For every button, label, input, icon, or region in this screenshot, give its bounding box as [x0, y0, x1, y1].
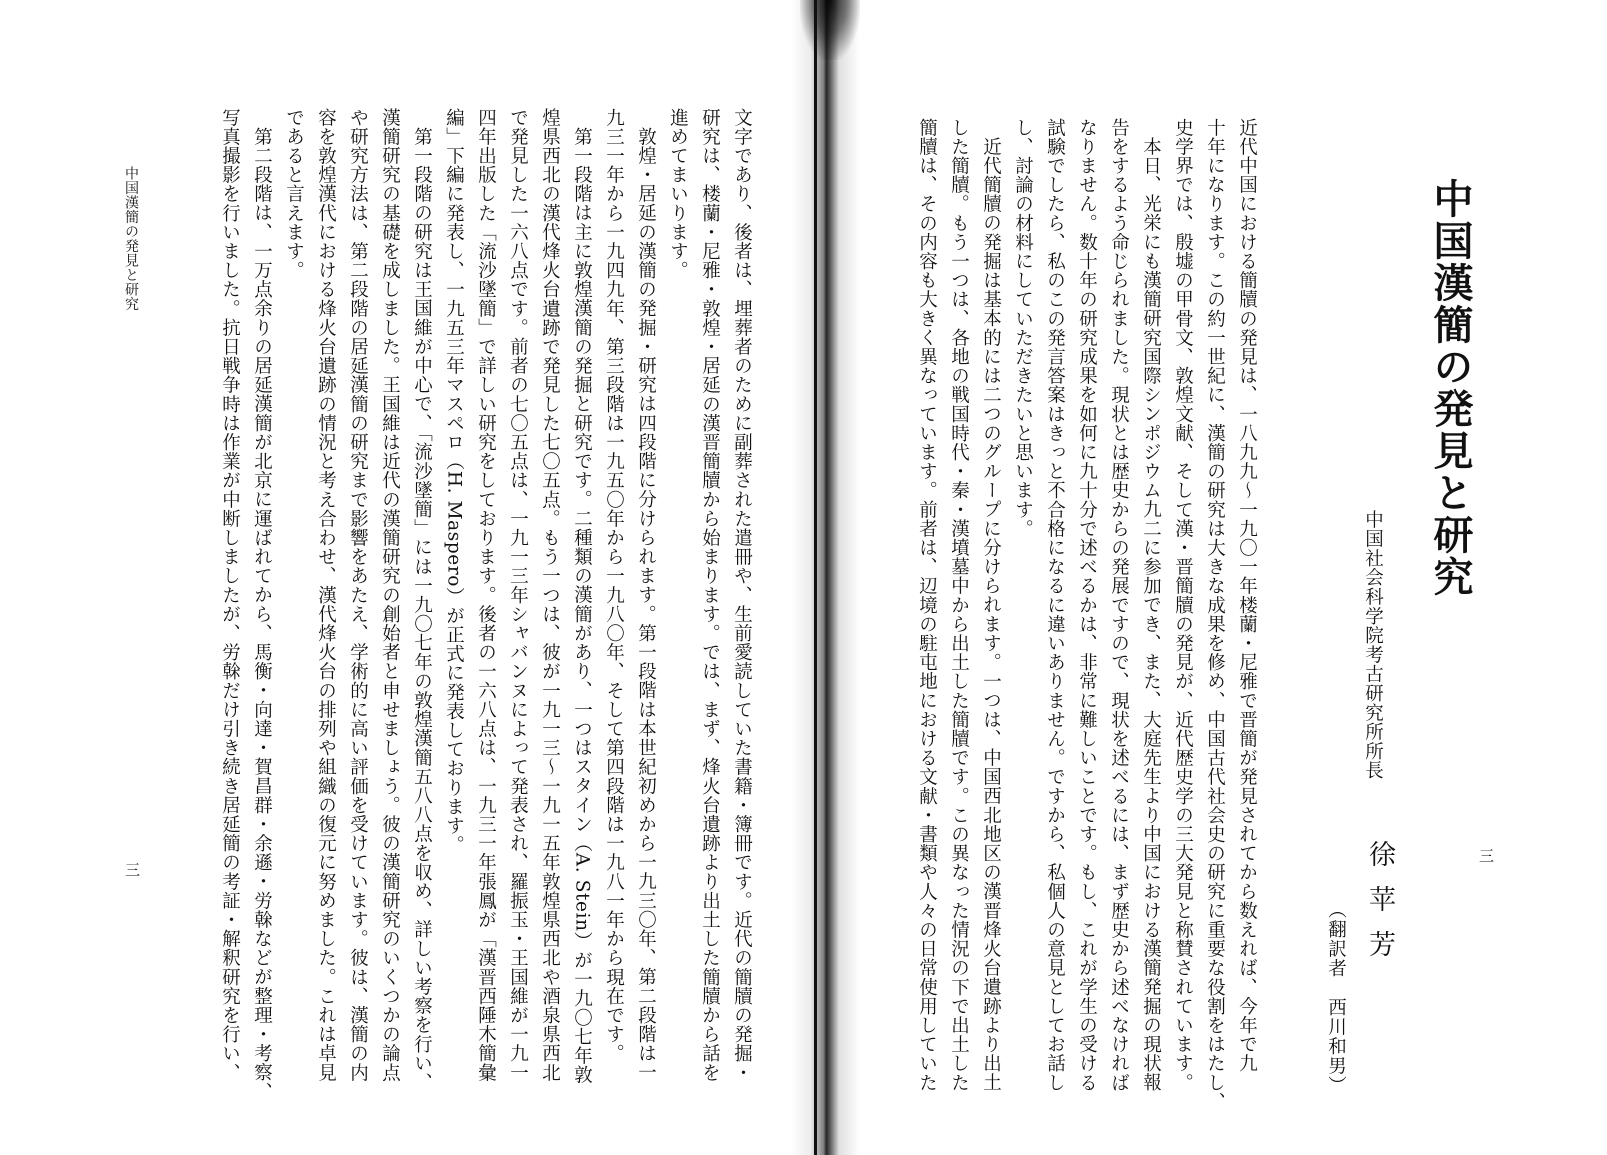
text-column: 漢簡研究の基礎を成しました。王国維は近代の漢簡研究の創始者と申せましょう。彼の漢簡研究のいくつかの論点	[379, 108, 401, 1083]
text-column: 写真撮影を行いました。抗日戦争時は作業が中断しましたが、労榦だけ引き続き居延簡の考証・解釈研究を行い、	[219, 108, 241, 1083]
author-affiliation: 中国社会科学院考古研究所所長	[1362, 510, 1384, 781]
page-number-right: 三	[1477, 848, 1495, 863]
text-column: 進めてまいります。	[667, 108, 689, 280]
text-column: 研究は、楼蘭・尼雅・敦煌・居延の漢晋簡牘から始まります。では、まず、烽火台遺跡より出土した簡牘から話を	[699, 108, 721, 1083]
text-column: 第一段階の研究は王国維が中心で、「流沙墜簡」には一九〇七年の敦煌漢簡五八八点を収め、詳しい考察を行い、	[411, 127, 433, 1092]
text-column: 近代簡牘の発掘は基本的には二つのグループに分けられます。一つは、中国西北地区の漢晋烽火台遺跡より出土	[980, 137, 1002, 1092]
text-column: 簡牘は、その内容も大きく異なっています。前者は、辺境の駐屯地における文献・書類や人々の日常使用していた	[916, 118, 938, 1093]
text-column: なりません。数十年の研究成果を如何に九十分で述べるかは、非常に難しいことです。もし、これが学生の受ける	[1076, 118, 1098, 1093]
text-column: であると言えます。	[283, 108, 305, 280]
text-column: 第二段階は、一万点余りの居延漢簡が北京に運ばれてから、馬衡・向達・賀昌群・余遜・労榦などが整理・考察、	[251, 127, 273, 1102]
gutter-stain	[800, 0, 860, 60]
text-column: 試験でしたら、私のこの発言答案はきっと不合格になるに違いありません。ですから、私個人の意見としてお話し	[1044, 118, 1066, 1093]
gutter-shadow	[790, 0, 860, 1155]
page-title: 中国漢簡の発見と研究	[1427, 178, 1474, 598]
text-column: や研究方法は、第二段階の居延漢簡の研究まで影響をあたえ、学術的に高い評価を受けています。彼は、漢簡の内	[347, 108, 369, 1083]
gutter-line	[814, 0, 817, 1155]
text-column: 四年出版した「流沙墜簡」で詳しい研究をしております。後者の一六八点は、一九三一年張鳳が「漢晋西陲木簡彙	[475, 108, 497, 1083]
text-column: し、討論の材料にしていただきたいと思います。	[1012, 118, 1034, 539]
text-column: 第一段階は主に敦煌漢簡の発掘と研究です。二種類の漢簡があり、一つはスタイン（A. Stein）が一九〇七年敦	[571, 127, 593, 1085]
running-head: 中国漢簡の発見と研究	[123, 166, 139, 311]
text-column: 煌県西北の漢代烽火台遺跡で発見した七〇五点。もう一つは、彼が一九一三〜一九一五年敦煌県西北や酒泉県西北	[539, 108, 561, 1083]
text-column: 近代中国における簡牘の発見は、一八九九〜一九〇一年楼蘭・尼雅で晋簡が発見されてから数えれば、今年で九	[1236, 118, 1258, 1073]
page-number-left: 三	[123, 862, 141, 877]
text-column: 告をするよう命じられました。現状とは歴史からの発展ですので、現状を述べるには、まず歴史から述べなければ	[1108, 118, 1130, 1093]
translator-credit: （翻訳者 西川和男）	[1325, 900, 1347, 1095]
text-column: 本日、光栄にも漢簡研究国際シンポジウム九二に参加でき、また、大庭先生より中国における漢簡発掘の現状報	[1140, 137, 1162, 1092]
text-column: 容を敦煌漢代における烽火台遺跡の情況と考え合わせ、漢代烽火台の排列や組織の復元に努めました。これは卓見	[315, 108, 337, 1083]
text-column: した簡牘。もう一つは、各地の戦国時代・秦・漢墳墓中から出土した簡牘です。この異なった情況の下で出土した	[948, 118, 970, 1093]
text-column: 敦煌・居延の漢簡の発掘・研究は四段階に分けられます。第一段階は本世紀初めから一九三〇年、第二段階は一	[635, 127, 657, 1082]
text-column: 十年になります。この約一世紀に、漢簡の研究は大きな成果を修め、中国古代社会史の研究に重要な役割をはたし、	[1204, 118, 1226, 1112]
author-name: 徐苹芳	[1364, 840, 1395, 975]
text-column: 編」下編に発表し、一九五三年マスペロ（H. Maspero）が正式に発表しております。	[443, 108, 465, 855]
text-column: 文字であり、後者は、埋葬者のために副葬された遣冊や、生前愛読していた書籍・簿冊です。近代の簡牘の発掘・	[731, 108, 753, 1083]
text-column: で発見した一六八点です。前者の七〇五点は、一九一三年シャバンヌによって発表され、羅振玉・王国維が一九一	[507, 108, 529, 1083]
text-column: 九三一年から一九四九年、第三段階は一九五〇年から一九八〇年、そして第四段階は一九八一年から現在です。	[603, 108, 625, 1063]
text-column: 史学界では、殷墟の甲骨文、敦煌文献、そして漢・晋簡牘の発見が、近代歴史学の三大発見と称賛されています。	[1172, 118, 1194, 1093]
